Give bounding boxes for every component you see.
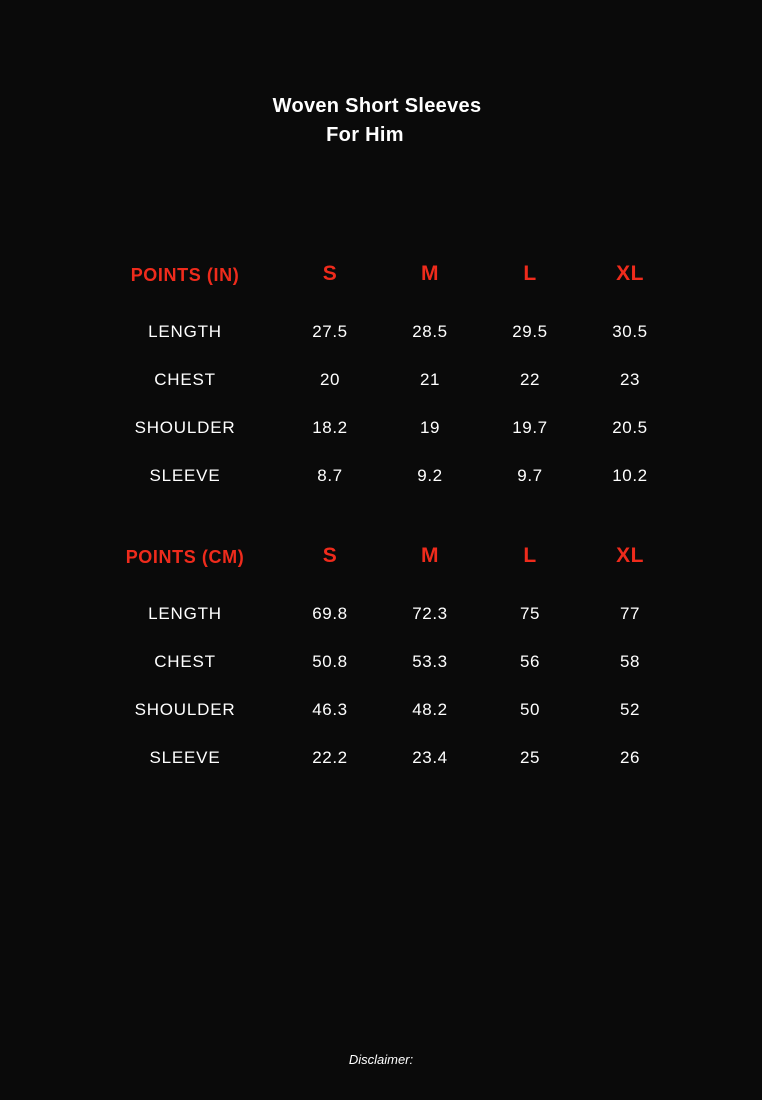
table-header-size-m: M: [421, 262, 439, 285]
table-header-size-m: M: [421, 544, 439, 567]
table-row: [90, 466, 680, 486]
cell-length-xl: 77: [619, 604, 641, 623]
table-header-size-l: L: [523, 544, 537, 567]
row-label-sleeve: SLEEVE: [149, 466, 221, 485]
cell-shoulder-s: 46.3: [312, 700, 348, 719]
table-header-size-xl: XL: [616, 544, 644, 567]
cell-sleeve-xl: 26: [619, 748, 641, 767]
table-header-size-s: S: [322, 544, 338, 567]
cell-shoulder-m: 48.2: [412, 700, 448, 719]
cell-chest-xl: 58: [619, 652, 641, 671]
table-header-size-l: L: [523, 262, 537, 285]
cell-shoulder-xl: 20.5: [612, 418, 648, 437]
cell-chest-m: 53.3: [412, 652, 448, 671]
cell-sleeve-m: 23.4: [412, 748, 448, 767]
cell-shoulder-l: 19.7: [512, 418, 548, 437]
row-label-sleeve: SLEEVE: [149, 748, 221, 767]
row-label-length: LENGTH: [148, 322, 222, 341]
cell-sleeve-s: 22.2: [312, 748, 348, 767]
cell-shoulder-s: 18.2: [312, 418, 348, 437]
size-table-centimeters: [90, 544, 680, 768]
page-title-line-2: For Him: [326, 124, 404, 146]
table-header-points-cm: POINTS (CM): [125, 547, 245, 567]
cell-chest-s: 50.8: [312, 652, 348, 671]
table-row: [90, 370, 680, 418]
cell-chest-l: 22: [519, 370, 541, 389]
table-row: [90, 322, 680, 370]
cell-chest-s: 20: [319, 370, 341, 389]
table-row: [90, 748, 680, 768]
cell-length-l: 29.5: [512, 322, 548, 341]
cell-length-l: 75: [519, 604, 541, 623]
disclaimer-label: Disclaimer:: [348, 1052, 414, 1067]
table-row: [90, 418, 680, 466]
disclaimer-text: [0, 1052, 762, 1067]
page-title-line-1: Woven Short Sleeves: [272, 95, 482, 117]
cell-shoulder-l: 50: [519, 700, 541, 719]
table-row: [90, 652, 680, 700]
row-label-chest: CHEST: [154, 652, 216, 671]
cell-sleeve-xl: 10.2: [612, 466, 648, 485]
table-header-size-xl: XL: [616, 262, 644, 285]
row-label-shoulder: SHOULDER: [134, 418, 236, 437]
table-row: [90, 700, 680, 748]
size-table-inches: [90, 262, 680, 486]
cell-shoulder-m: 19: [419, 418, 441, 437]
row-label-length: LENGTH: [148, 604, 222, 623]
cell-chest-l: 56: [519, 652, 541, 671]
cell-chest-m: 21: [419, 370, 441, 389]
cell-length-s: 27.5: [312, 322, 348, 341]
cell-sleeve-s: 8.7: [317, 466, 343, 485]
table-header-points-in: POINTS (IN): [130, 265, 240, 285]
table-header-row: [90, 544, 680, 604]
table-header-row: [90, 262, 680, 322]
cell-sleeve-l: 25: [519, 748, 541, 767]
cell-shoulder-xl: 52: [619, 700, 641, 719]
cell-length-s: 69.8: [312, 604, 348, 623]
row-label-chest: CHEST: [154, 370, 216, 389]
cell-length-m: 72.3: [412, 604, 448, 623]
cell-chest-xl: 23: [619, 370, 641, 389]
cell-sleeve-m: 9.2: [417, 466, 443, 485]
cell-length-xl: 30.5: [612, 322, 648, 341]
table-row: [90, 604, 680, 652]
row-label-shoulder: SHOULDER: [134, 700, 236, 719]
cell-length-m: 28.5: [412, 322, 448, 341]
table-header-size-s: S: [322, 262, 338, 285]
cell-sleeve-l: 9.7: [517, 466, 543, 485]
page-title: [0, 92, 762, 150]
